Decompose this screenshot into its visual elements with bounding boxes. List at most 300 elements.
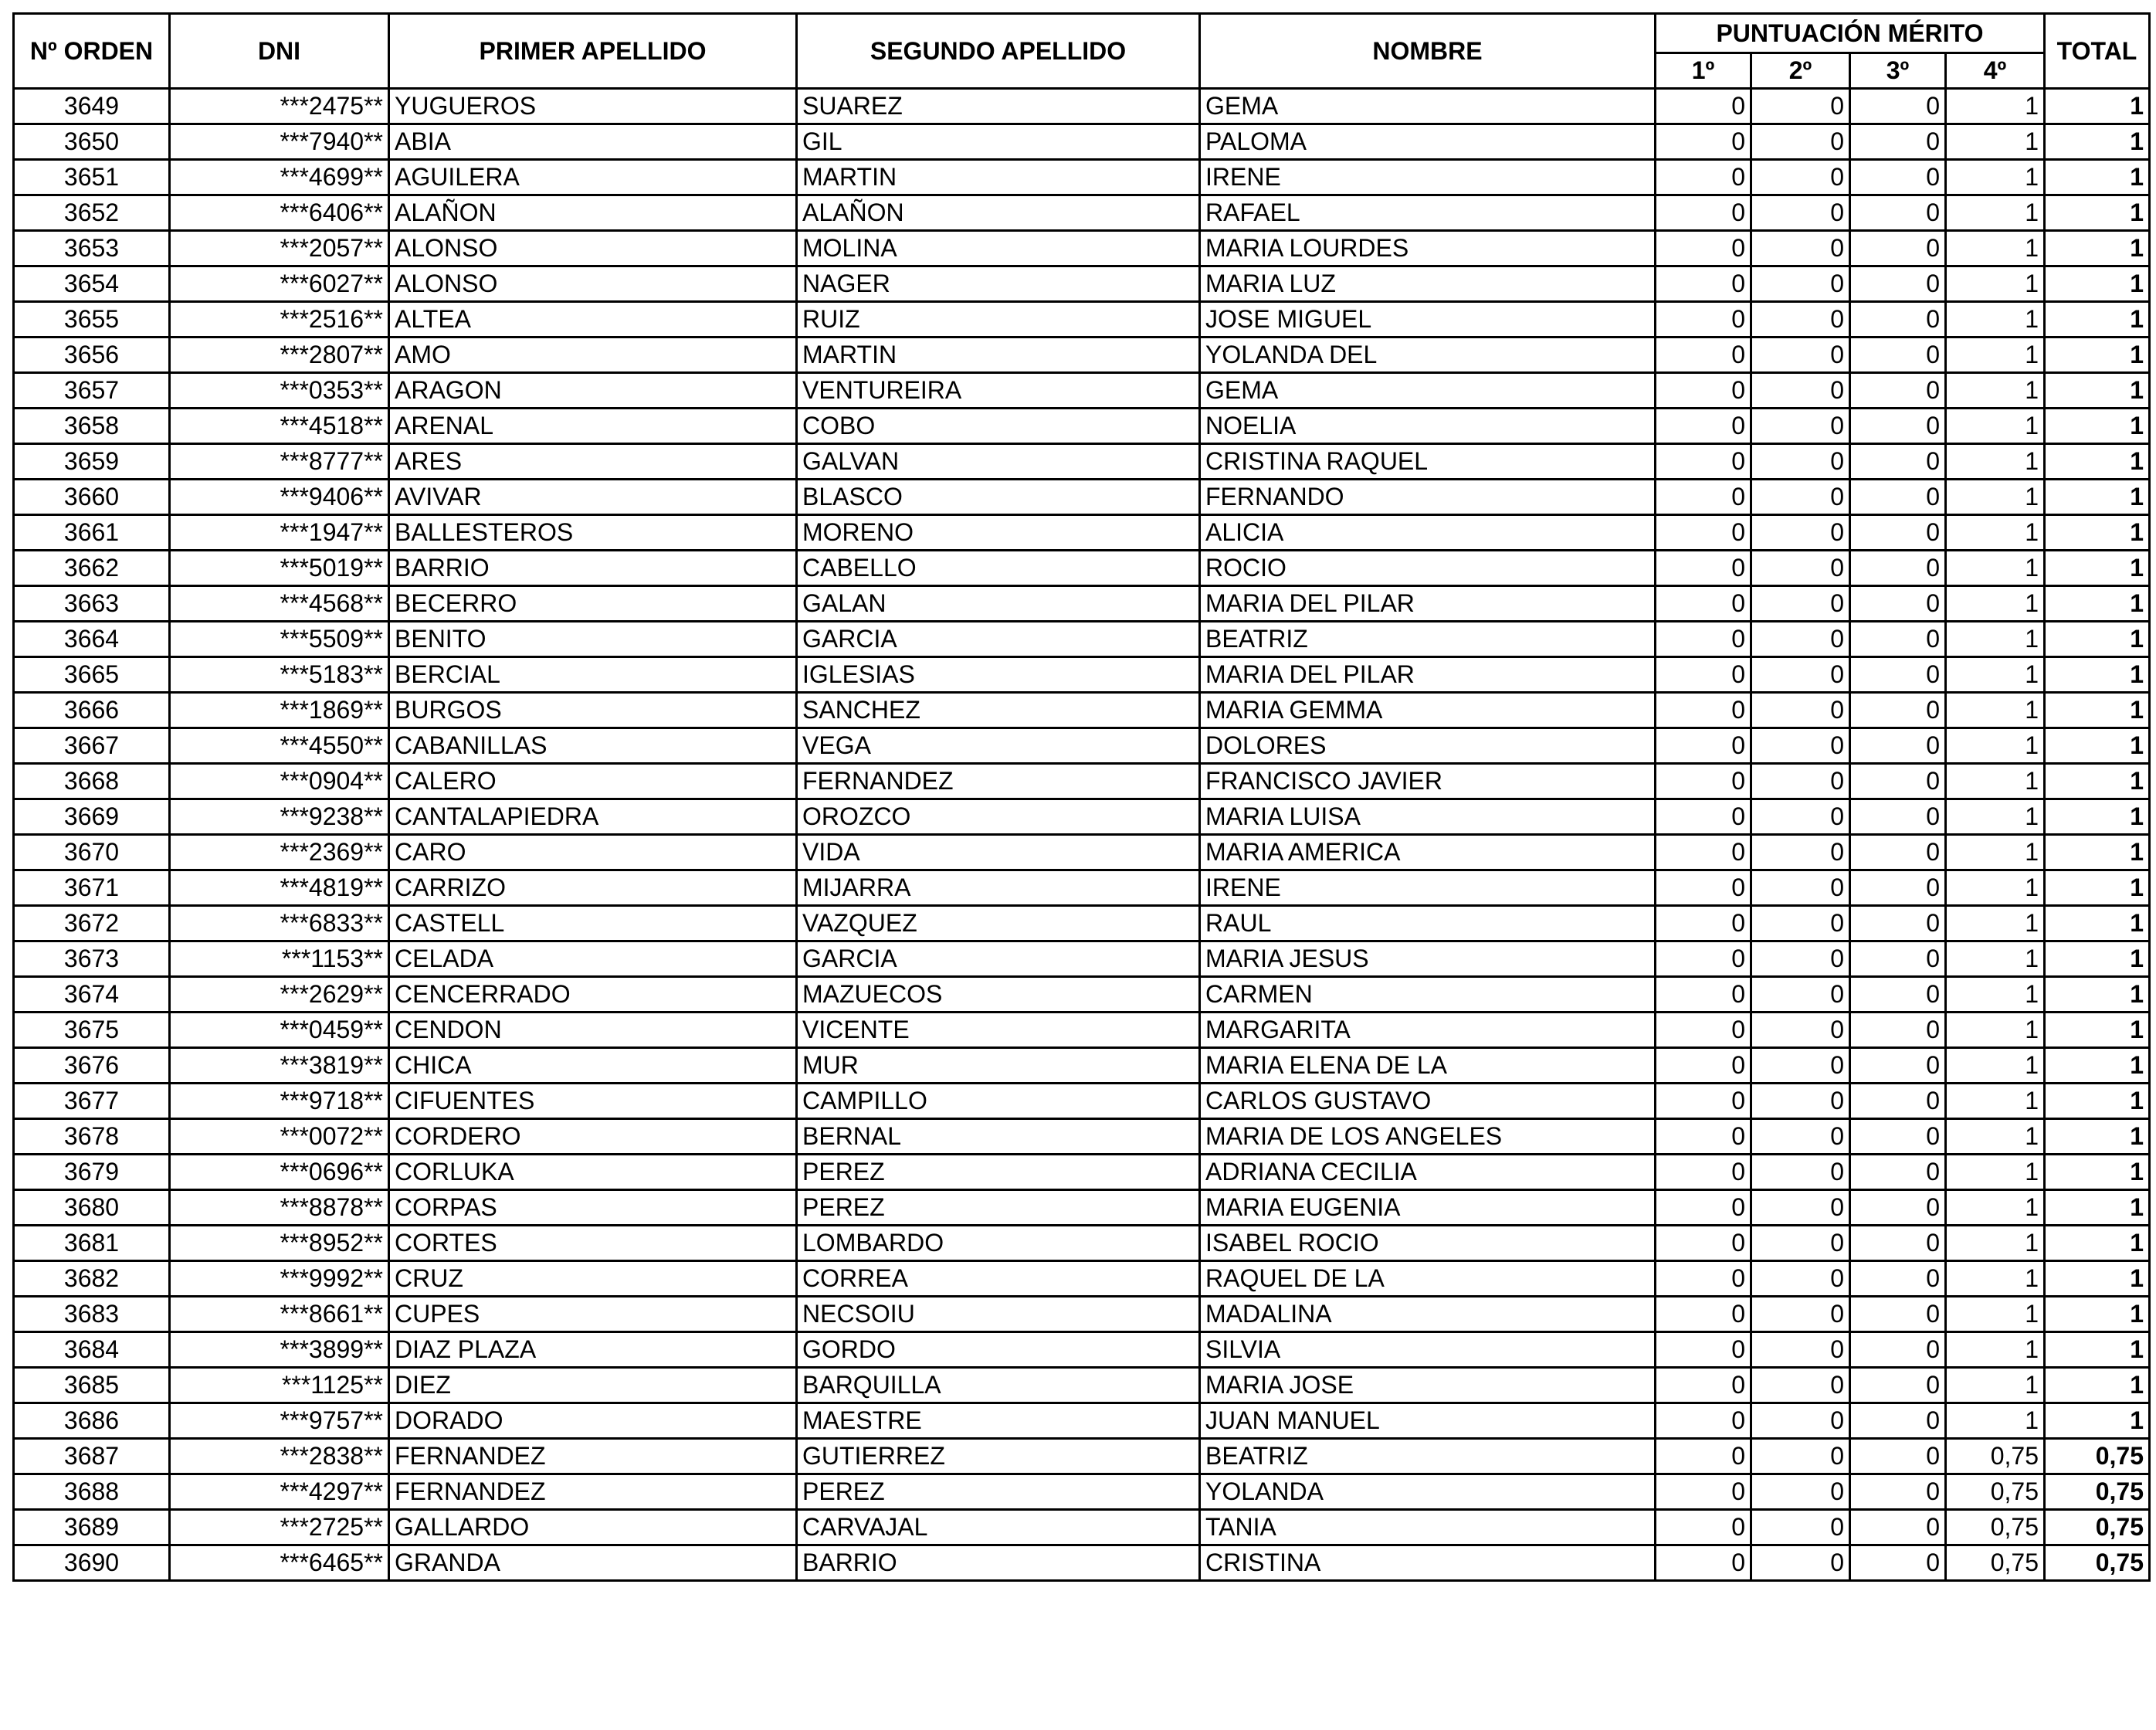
dni-cell: ***3819**: [170, 1048, 389, 1084]
orden-cell: 3666: [14, 693, 170, 728]
dni-cell: ***0459**: [170, 1013, 389, 1048]
orden-cell: 3674: [14, 977, 170, 1013]
merit-4-cell: 1: [1946, 1226, 2045, 1261]
nombre-cell: CARLOS GUSTAVO: [1200, 1084, 1656, 1119]
primer-apellido-cell: CELADA: [389, 941, 797, 977]
dni-cell: ***4518**: [170, 409, 389, 444]
segundo-apellido-cell: RUIZ: [797, 302, 1200, 338]
total-cell: 1: [2045, 480, 2150, 515]
orden-cell: 3676: [14, 1048, 170, 1084]
merit-3-cell: 0: [1850, 480, 1946, 515]
merit-2-cell: 0: [1751, 124, 1850, 160]
orden-cell: 3656: [14, 338, 170, 373]
merit-4-cell: 1: [1946, 1261, 2045, 1297]
merit-4-cell: 1: [1946, 551, 2045, 586]
merit-3-cell: 0: [1850, 977, 1946, 1013]
table-row: [14, 941, 2150, 977]
total-cell: 1: [2045, 728, 2150, 764]
table-row: [14, 231, 2150, 266]
dni-cell: ***4568**: [170, 586, 389, 622]
nombre-cell: PALOMA: [1200, 124, 1656, 160]
orden-cell: 3667: [14, 728, 170, 764]
primer-apellido-cell: YUGUEROS: [389, 89, 797, 124]
total-cell: 1: [2045, 1261, 2150, 1297]
merit-3-cell: 0: [1850, 586, 1946, 622]
merit-3-cell: 0: [1850, 302, 1946, 338]
merit-4-cell: 1: [1946, 1368, 2045, 1403]
merit-1-cell: 0: [1656, 480, 1751, 515]
merit-4-cell: 1: [1946, 906, 2045, 941]
merit-1-cell: 0: [1656, 1013, 1751, 1048]
merit-4-cell: 1: [1946, 977, 2045, 1013]
table-row: [14, 124, 2150, 160]
merit-3-cell: 0: [1850, 1013, 1946, 1048]
orden-cell: 3664: [14, 622, 170, 657]
header-orden: Nº ORDEN: [14, 14, 170, 89]
merit-2-cell: 0: [1751, 906, 1850, 941]
segundo-apellido-cell: SANCHEZ: [797, 693, 1200, 728]
table-row: [14, 1048, 2150, 1084]
table-row: [14, 1297, 2150, 1332]
merit-1-cell: 0: [1656, 657, 1751, 693]
table-row: [14, 1119, 2150, 1155]
total-cell: 1: [2045, 338, 2150, 373]
merit-2-cell: 0: [1751, 799, 1850, 835]
primer-apellido-cell: ALONSO: [389, 231, 797, 266]
primer-apellido-cell: DIAZ PLAZA: [389, 1332, 797, 1368]
orden-cell: 3654: [14, 266, 170, 302]
merit-2-cell: 0: [1751, 1048, 1850, 1084]
table-row: [14, 1013, 2150, 1048]
dni-cell: ***1125**: [170, 1368, 389, 1403]
merit-4-cell: 1: [1946, 373, 2045, 409]
table-row: [14, 1545, 2150, 1581]
primer-apellido-cell: AGUILERA: [389, 160, 797, 195]
nombre-cell: DOLORES: [1200, 728, 1656, 764]
merit-3-cell: 0: [1850, 231, 1946, 266]
segundo-apellido-cell: GUTIERREZ: [797, 1439, 1200, 1474]
merit-3-cell: 0: [1850, 941, 1946, 977]
merit-4-cell: 1: [1946, 728, 2045, 764]
table-row: [14, 551, 2150, 586]
dni-cell: ***9992**: [170, 1261, 389, 1297]
segundo-apellido-cell: GARCIA: [797, 941, 1200, 977]
nombre-cell: IRENE: [1200, 160, 1656, 195]
orden-cell: 3688: [14, 1474, 170, 1510]
merit-4-cell: 1: [1946, 480, 2045, 515]
total-cell: 1: [2045, 1013, 2150, 1048]
merit-2-cell: 0: [1751, 1190, 1850, 1226]
primer-apellido-cell: CASTELL: [389, 906, 797, 941]
primer-apellido-cell: CANTALAPIEDRA: [389, 799, 797, 835]
segundo-apellido-cell: GIL: [797, 124, 1200, 160]
segundo-apellido-cell: CORREA: [797, 1261, 1200, 1297]
dni-cell: ***6465**: [170, 1545, 389, 1581]
dni-cell: ***2838**: [170, 1439, 389, 1474]
header-puntuacion-merito: PUNTUACIÓN MÉRITO: [1656, 14, 2045, 53]
merit-2-cell: 0: [1751, 977, 1850, 1013]
primer-apellido-cell: CORPAS: [389, 1190, 797, 1226]
merit-2-cell: 0: [1751, 1510, 1850, 1545]
primer-apellido-cell: AMO: [389, 338, 797, 373]
merit-2-cell: 0: [1751, 764, 1850, 799]
segundo-apellido-cell: GORDO: [797, 1332, 1200, 1368]
segundo-apellido-cell: VICENTE: [797, 1013, 1200, 1048]
primer-apellido-cell: BURGOS: [389, 693, 797, 728]
segundo-apellido-cell: ALAÑON: [797, 195, 1200, 231]
merit-4-cell: 1: [1946, 231, 2045, 266]
merit-4-cell: 1: [1946, 1403, 2045, 1439]
segundo-apellido-cell: MUR: [797, 1048, 1200, 1084]
merit-4-cell: 1: [1946, 693, 2045, 728]
merit-2-cell: 0: [1751, 373, 1850, 409]
total-cell: 1: [2045, 657, 2150, 693]
dni-cell: ***1869**: [170, 693, 389, 728]
merit-1-cell: 0: [1656, 1119, 1751, 1155]
primer-apellido-cell: BERCIAL: [389, 657, 797, 693]
dni-cell: ***2475**: [170, 89, 389, 124]
primer-apellido-cell: BECERRO: [389, 586, 797, 622]
segundo-apellido-cell: PEREZ: [797, 1474, 1200, 1510]
merit-4-cell: 1: [1946, 89, 2045, 124]
nombre-cell: GEMA: [1200, 89, 1656, 124]
table-row: [14, 764, 2150, 799]
merit-2-cell: 0: [1751, 1439, 1850, 1474]
orden-cell: 3681: [14, 1226, 170, 1261]
primer-apellido-cell: CALERO: [389, 764, 797, 799]
header-segundo-apellido: SEGUNDO APELLIDO: [797, 14, 1200, 89]
primer-apellido-cell: BARRIO: [389, 551, 797, 586]
nombre-cell: GEMA: [1200, 373, 1656, 409]
segundo-apellido-cell: LOMBARDO: [797, 1226, 1200, 1261]
table-row: [14, 1439, 2150, 1474]
total-cell: 1: [2045, 1332, 2150, 1368]
merit-1-cell: 0: [1656, 1403, 1751, 1439]
merit-3-cell: 0: [1850, 799, 1946, 835]
orden-cell: 3662: [14, 551, 170, 586]
primer-apellido-cell: CENCERRADO: [389, 977, 797, 1013]
merit-2-cell: 0: [1751, 551, 1850, 586]
segundo-apellido-cell: VAZQUEZ: [797, 906, 1200, 941]
orden-cell: 3669: [14, 799, 170, 835]
table-row: [14, 373, 2150, 409]
dni-cell: ***5019**: [170, 551, 389, 586]
merit-3-cell: 0: [1850, 1368, 1946, 1403]
merit-2-cell: 0: [1751, 1332, 1850, 1368]
merit-1-cell: 0: [1656, 799, 1751, 835]
merit-1-cell: 0: [1656, 338, 1751, 373]
dni-cell: ***3899**: [170, 1332, 389, 1368]
nombre-cell: ISABEL ROCIO: [1200, 1226, 1656, 1261]
table-row: [14, 586, 2150, 622]
nombre-cell: MARIA JOSE: [1200, 1368, 1656, 1403]
header-dni: DNI: [170, 14, 389, 89]
primer-apellido-cell: GALLARDO: [389, 1510, 797, 1545]
total-cell: 1: [2045, 409, 2150, 444]
table-row: [14, 799, 2150, 835]
orden-cell: 3651: [14, 160, 170, 195]
merit-1-cell: 0: [1656, 622, 1751, 657]
dni-cell: ***7940**: [170, 124, 389, 160]
nombre-cell: RAQUEL DE LA: [1200, 1261, 1656, 1297]
nombre-cell: BEATRIZ: [1200, 622, 1656, 657]
segundo-apellido-cell: BARRIO: [797, 1545, 1200, 1581]
orden-cell: 3678: [14, 1119, 170, 1155]
segundo-apellido-cell: MARTIN: [797, 338, 1200, 373]
total-cell: 1: [2045, 160, 2150, 195]
nombre-cell: CRISTINA RAQUEL: [1200, 444, 1656, 480]
primer-apellido-cell: ARAGON: [389, 373, 797, 409]
primer-apellido-cell: ALONSO: [389, 266, 797, 302]
table-row: [14, 1332, 2150, 1368]
nombre-cell: CARMEN: [1200, 977, 1656, 1013]
merit-4-cell: 1: [1946, 1119, 2045, 1155]
merit-3-cell: 0: [1850, 373, 1946, 409]
nombre-cell: FRANCISCO JAVIER: [1200, 764, 1656, 799]
merit-2-cell: 0: [1751, 1474, 1850, 1510]
orden-cell: 3652: [14, 195, 170, 231]
nombre-cell: NOELIA: [1200, 409, 1656, 444]
merit-1-cell: 0: [1656, 266, 1751, 302]
merit-3-cell: 0: [1850, 657, 1946, 693]
total-cell: 1: [2045, 124, 2150, 160]
header-merit-3: 3º: [1850, 53, 1946, 89]
table-row: [14, 89, 2150, 124]
primer-apellido-cell: BENITO: [389, 622, 797, 657]
primer-apellido-cell: AVIVAR: [389, 480, 797, 515]
total-cell: 1: [2045, 444, 2150, 480]
total-cell: 1: [2045, 906, 2150, 941]
total-cell: 1: [2045, 1119, 2150, 1155]
segundo-apellido-cell: GALVAN: [797, 444, 1200, 480]
primer-apellido-cell: CARRIZO: [389, 870, 797, 906]
merit-1-cell: 0: [1656, 409, 1751, 444]
nombre-cell: CRISTINA: [1200, 1545, 1656, 1581]
merit-3-cell: 0: [1850, 338, 1946, 373]
total-cell: 1: [2045, 764, 2150, 799]
merit-1-cell: 0: [1656, 728, 1751, 764]
primer-apellido-cell: BALLESTEROS: [389, 515, 797, 551]
nombre-cell: JUAN MANUEL: [1200, 1403, 1656, 1439]
merit-2-cell: 0: [1751, 160, 1850, 195]
segundo-apellido-cell: BARQUILLA: [797, 1368, 1200, 1403]
merit-1-cell: 0: [1656, 1368, 1751, 1403]
merit-3-cell: 0: [1850, 764, 1946, 799]
merit-3-cell: 0: [1850, 622, 1946, 657]
table-row: [14, 160, 2150, 195]
orden-cell: 3672: [14, 906, 170, 941]
merit-2-cell: 0: [1751, 1403, 1850, 1439]
segundo-apellido-cell: MORENO: [797, 515, 1200, 551]
merit-4-cell: 1: [1946, 622, 2045, 657]
orden-cell: 3657: [14, 373, 170, 409]
merit-2-cell: 0: [1751, 835, 1850, 870]
segundo-apellido-cell: VENTUREIRA: [797, 373, 1200, 409]
merit-1-cell: 0: [1656, 160, 1751, 195]
merit-4-cell: 1: [1946, 1084, 2045, 1119]
merit-2-cell: 0: [1751, 1119, 1850, 1155]
dni-cell: ***6833**: [170, 906, 389, 941]
merit-2-cell: 0: [1751, 1226, 1850, 1261]
table-row: [14, 444, 2150, 480]
merit-score-table: [12, 12, 2151, 1582]
total-cell: 1: [2045, 195, 2150, 231]
dni-cell: ***9757**: [170, 1403, 389, 1439]
nombre-cell: YOLANDA DEL: [1200, 338, 1656, 373]
orden-cell: 3653: [14, 231, 170, 266]
total-cell: 1: [2045, 1297, 2150, 1332]
merit-2-cell: 0: [1751, 1368, 1850, 1403]
merit-3-cell: 0: [1850, 1474, 1946, 1510]
total-cell: 0,75: [2045, 1439, 2150, 1474]
table-row: [14, 515, 2150, 551]
merit-4-cell: 1: [1946, 266, 2045, 302]
merit-2-cell: 0: [1751, 1155, 1850, 1190]
merit-4-cell: 1: [1946, 657, 2045, 693]
table-row: [14, 302, 2150, 338]
merit-2-cell: 0: [1751, 1261, 1850, 1297]
merit-1-cell: 0: [1656, 89, 1751, 124]
orden-cell: 3649: [14, 89, 170, 124]
table-row: [14, 195, 2150, 231]
merit-3-cell: 0: [1850, 551, 1946, 586]
merit-4-cell: 1: [1946, 409, 2045, 444]
merit-2-cell: 0: [1751, 586, 1850, 622]
dni-cell: ***2057**: [170, 231, 389, 266]
nombre-cell: MARIA EUGENIA: [1200, 1190, 1656, 1226]
merit-3-cell: 0: [1850, 1261, 1946, 1297]
total-cell: 1: [2045, 693, 2150, 728]
merit-3-cell: 0: [1850, 728, 1946, 764]
segundo-apellido-cell: MAESTRE: [797, 1403, 1200, 1439]
merit-1-cell: 0: [1656, 1155, 1751, 1190]
merit-3-cell: 0: [1850, 870, 1946, 906]
merit-1-cell: 0: [1656, 1297, 1751, 1332]
dni-cell: ***2629**: [170, 977, 389, 1013]
nombre-cell: TANIA: [1200, 1510, 1656, 1545]
primer-apellido-cell: FERNANDEZ: [389, 1474, 797, 1510]
total-cell: 1: [2045, 977, 2150, 1013]
merit-3-cell: 0: [1850, 906, 1946, 941]
total-cell: 0,75: [2045, 1510, 2150, 1545]
merit-2-cell: 0: [1751, 444, 1850, 480]
merit-1-cell: 0: [1656, 1261, 1751, 1297]
segundo-apellido-cell: MIJARRA: [797, 870, 1200, 906]
merit-2-cell: 0: [1751, 266, 1850, 302]
orden-cell: 3658: [14, 409, 170, 444]
nombre-cell: MADALINA: [1200, 1297, 1656, 1332]
nombre-cell: YOLANDA: [1200, 1474, 1656, 1510]
primer-apellido-cell: ABIA: [389, 124, 797, 160]
table-body: [14, 89, 2150, 1581]
merit-4-cell: 0,75: [1946, 1474, 2045, 1510]
header-row: [14, 14, 2150, 53]
table-row: [14, 835, 2150, 870]
total-cell: 1: [2045, 1155, 2150, 1190]
total-cell: 1: [2045, 835, 2150, 870]
segundo-apellido-cell: CARVAJAL: [797, 1510, 1200, 1545]
orden-cell: 3671: [14, 870, 170, 906]
dni-cell: ***8952**: [170, 1226, 389, 1261]
table-row: [14, 1155, 2150, 1190]
header-total: TOTAL: [2045, 14, 2150, 89]
merit-4-cell: 1: [1946, 1332, 2045, 1368]
primer-apellido-cell: CIFUENTES: [389, 1084, 797, 1119]
merit-1-cell: 0: [1656, 373, 1751, 409]
total-cell: 1: [2045, 799, 2150, 835]
total-cell: 1: [2045, 622, 2150, 657]
merit-2-cell: 0: [1751, 728, 1850, 764]
merit-2-cell: 0: [1751, 941, 1850, 977]
dni-cell: ***1153**: [170, 941, 389, 977]
merit-3-cell: 0: [1850, 1510, 1946, 1545]
nombre-cell: FERNANDO: [1200, 480, 1656, 515]
segundo-apellido-cell: VEGA: [797, 728, 1200, 764]
merit-4-cell: 1: [1946, 1155, 2045, 1190]
merit-4-cell: 1: [1946, 764, 2045, 799]
total-cell: 1: [2045, 515, 2150, 551]
header-nombre: NOMBRE: [1200, 14, 1656, 89]
merit-3-cell: 0: [1850, 515, 1946, 551]
merit-1-cell: 0: [1656, 1439, 1751, 1474]
merit-3-cell: 0: [1850, 1155, 1946, 1190]
nombre-cell: ADRIANA CECILIA: [1200, 1155, 1656, 1190]
nombre-cell: ALICIA: [1200, 515, 1656, 551]
segundo-apellido-cell: FERNANDEZ: [797, 764, 1200, 799]
merit-1-cell: 0: [1656, 586, 1751, 622]
merit-3-cell: 0: [1850, 835, 1946, 870]
merit-1-cell: 0: [1656, 1332, 1751, 1368]
total-cell: 1: [2045, 231, 2150, 266]
orden-cell: 3686: [14, 1403, 170, 1439]
merit-3-cell: 0: [1850, 89, 1946, 124]
merit-3-cell: 0: [1850, 160, 1946, 195]
merit-3-cell: 0: [1850, 693, 1946, 728]
orden-cell: 3680: [14, 1190, 170, 1226]
segundo-apellido-cell: MARTIN: [797, 160, 1200, 195]
orden-cell: 3683: [14, 1297, 170, 1332]
merit-2-cell: 0: [1751, 870, 1850, 906]
header-merit-2: 2º: [1751, 53, 1850, 89]
merit-4-cell: 0,75: [1946, 1439, 2045, 1474]
primer-apellido-cell: CORDERO: [389, 1119, 797, 1155]
merit-4-cell: 1: [1946, 195, 2045, 231]
dni-cell: ***1947**: [170, 515, 389, 551]
dni-cell: ***5183**: [170, 657, 389, 693]
primer-apellido-cell: CARO: [389, 835, 797, 870]
merit-4-cell: 1: [1946, 1297, 2045, 1332]
primer-apellido-cell: CABANILLAS: [389, 728, 797, 764]
table-row: [14, 338, 2150, 373]
total-cell: 1: [2045, 551, 2150, 586]
table-row: [14, 870, 2150, 906]
primer-apellido-cell: FERNANDEZ: [389, 1439, 797, 1474]
orden-cell: 3685: [14, 1368, 170, 1403]
merit-3-cell: 0: [1850, 1403, 1946, 1439]
orden-cell: 3673: [14, 941, 170, 977]
orden-cell: 3687: [14, 1439, 170, 1474]
orden-cell: 3668: [14, 764, 170, 799]
merit-3-cell: 0: [1850, 195, 1946, 231]
segundo-apellido-cell: COBO: [797, 409, 1200, 444]
total-cell: 1: [2045, 266, 2150, 302]
nombre-cell: MARIA LOURDES: [1200, 231, 1656, 266]
merit-4-cell: 1: [1946, 1048, 2045, 1084]
merit-2-cell: 0: [1751, 693, 1850, 728]
merit-2-cell: 0: [1751, 657, 1850, 693]
orden-cell: 3689: [14, 1510, 170, 1545]
dni-cell: ***6027**: [170, 266, 389, 302]
